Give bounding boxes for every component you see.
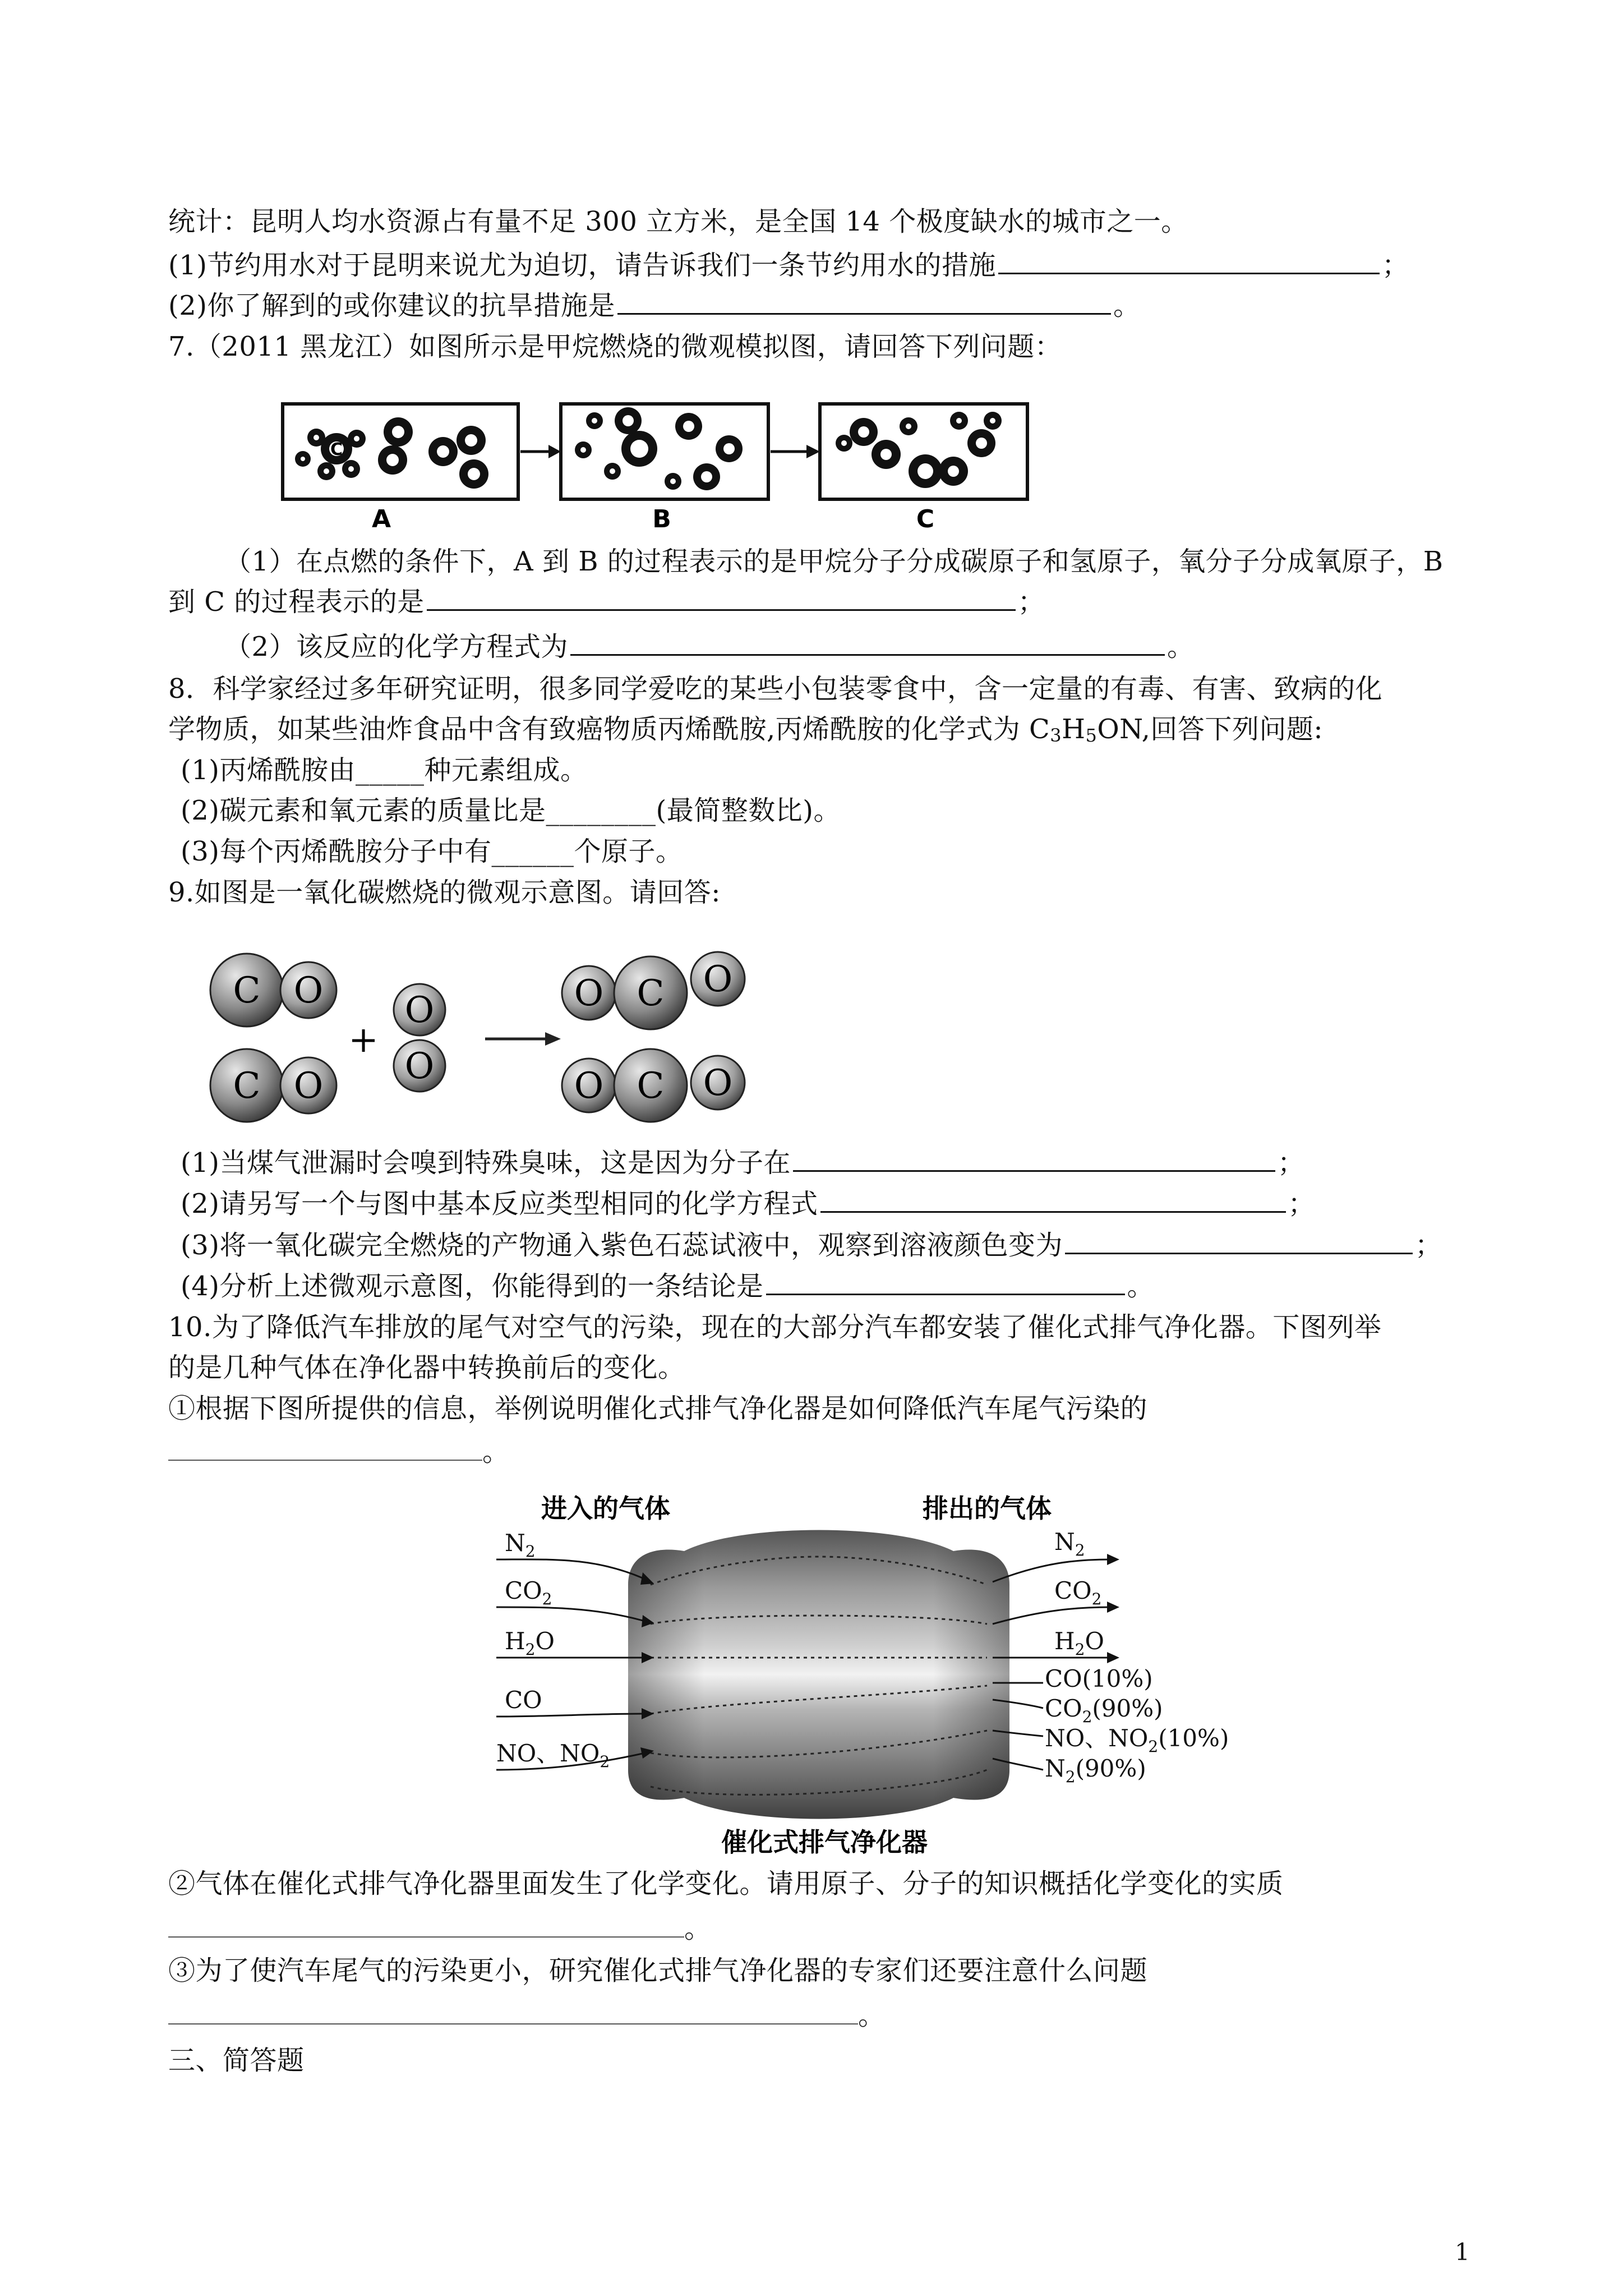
q10-part1: ①根据下图所提供的信息，举例说明催化式排气净化器是如何降低汽车尾气污染的 bbox=[168, 1393, 1148, 1424]
plus-sign: + bbox=[348, 1019, 379, 1061]
q8-title-line2: 学物质，如某些油炸食品中含有致癌物质丙烯酰胺,丙烯酰胺的化学式为 $C_3H_5ON$,回答下列问题: bbox=[168, 714, 1324, 746]
q8-title-line1: 8．科学家经过多年研究证明，很多同学爱吃的某些小包装零食中，含一定量的有毒、有害、致病的化 bbox=[168, 673, 1383, 705]
svg-text:C: C bbox=[330, 440, 343, 459]
q6-part2-answer-blank[interactable] bbox=[617, 288, 1111, 315]
q10-part2-answer-blank[interactable] bbox=[168, 1912, 684, 1938]
svg-text:C: C bbox=[233, 1065, 261, 1107]
q6-part1: (1)节约用水对于昆明来说尤为迫切，请告诉我们一条节约用水的措施 ； bbox=[168, 247, 1409, 284]
svg-text:C: C bbox=[637, 1065, 665, 1107]
svg-text:O: O bbox=[703, 959, 733, 1000]
q9-part3-answer-blank[interactable] bbox=[1065, 1228, 1413, 1254]
q7-part1a: （1）在点燃的条件下，A 到 B 的过程表示的是甲烷分子分成碳原子和氢原子，氧分子分成氧原子，B bbox=[224, 546, 1444, 577]
converter-body bbox=[628, 1530, 1009, 1819]
svg-text:O: O bbox=[404, 1046, 435, 1087]
q7-part1-answer-blank[interactable] bbox=[427, 585, 1016, 611]
q6-part2: (2)你了解到的或你建议的抗旱措施是 。 bbox=[168, 287, 1141, 324]
q9-title: 9.如图是一氧化碳燃烧的微观示意图。请回答: bbox=[168, 877, 721, 908]
q9-part4-answer-blank[interactable] bbox=[766, 1269, 1125, 1295]
exhaust-gas-title: 排出的气体 bbox=[923, 1493, 1052, 1524]
in-h2o: $H_2O$ bbox=[505, 1627, 555, 1659]
methane-combustion-figure bbox=[280, 387, 1066, 533]
q8-part1: (1)丙烯酰胺由_____种元素组成。 bbox=[181, 754, 588, 786]
out-co2: $CO_2$ bbox=[1054, 1577, 1102, 1608]
co2-molecule-2 bbox=[562, 1049, 745, 1122]
q7-part2: （2）该反应的化学方程式为 。 bbox=[224, 628, 1195, 665]
out-n2: $N_2$ bbox=[1054, 1528, 1085, 1559]
svg-text:O: O bbox=[404, 990, 435, 1031]
q8-part2-answer-blank[interactable]: ________ bbox=[546, 795, 656, 826]
out-nox-10: NO、$NO_2(10\%)$ bbox=[1045, 1724, 1229, 1756]
catalytic-converter-figure bbox=[482, 1489, 1229, 1860]
q9-part2: (2)请另写一个与图中基本反应类型相同的化学方程式 ； bbox=[181, 1185, 1315, 1222]
svg-text:O: O bbox=[293, 970, 324, 1011]
o2-molecule bbox=[394, 984, 445, 1092]
label-b: B bbox=[652, 505, 671, 533]
intake-gas-title: 进入的气体 bbox=[541, 1493, 670, 1524]
q6-part1-answer-blank[interactable] bbox=[998, 248, 1380, 274]
q10-part2: ②气体在催化式排气净化器里面发生了化学变化。请用原子、分子的知识概括化学变化的实质 bbox=[168, 1868, 1284, 1899]
q7-title: 7.（2011 黑龙江）如图所示是甲烷燃烧的微观模拟图，请回答下列问题： bbox=[168, 331, 1062, 362]
svg-text:O: O bbox=[574, 1065, 604, 1107]
label-c: C bbox=[916, 505, 935, 533]
section-3-title: 三、简答题 bbox=[168, 2045, 305, 2076]
svg-text:O: O bbox=[293, 1065, 324, 1107]
q8-part3: (3)每个丙烯酰胺分子中有______个原子。 bbox=[181, 836, 683, 867]
q9-part2-answer-blank[interactable] bbox=[820, 1186, 1286, 1213]
co-molecule-1 bbox=[210, 954, 336, 1027]
converter-caption: 催化式排气净化器 bbox=[721, 1827, 928, 1857]
out-co2-90: $CO_2(90\%)$ bbox=[1045, 1695, 1163, 1726]
co2-molecule-1 bbox=[562, 952, 745, 1029]
in-co: CO bbox=[505, 1686, 542, 1714]
q10-title-line2: 的是几种气体在净化器中转换前后的变化。 bbox=[168, 1352, 685, 1383]
q8-part2: (2)碳元素和氧元素的质量比是________(最简整数比)。 bbox=[181, 795, 841, 826]
in-n2: $N_2$ bbox=[505, 1529, 536, 1561]
q10-part3-answer: 。 bbox=[168, 1997, 886, 2034]
intro-text: 统计：昆明人均水资源占有量不足 300 立方米，是全国 14 个极度缺水的城市之一。 bbox=[168, 206, 1188, 237]
q9-part3: (3)将一氧化碳完全燃烧的产物通入紫色石蕊试液中，观察到溶液颜色变为 ； bbox=[181, 1227, 1442, 1264]
co-combustion-figure bbox=[202, 948, 763, 1128]
svg-text:O: O bbox=[703, 1062, 733, 1104]
q10-part3: ③为了使汽车尾气的污染更小，研究催化式排气净化器的专家们还要注意什么问题 bbox=[168, 1955, 1148, 1986]
page-number: 1 bbox=[1455, 2238, 1470, 2266]
q7-part1b: 到 C 的过程表示的是 ； bbox=[168, 583, 1045, 620]
q10-part1-answer: 。 bbox=[168, 1433, 510, 1470]
q10-title-line1: 10.为了降低汽车排放的尾气对空气的污染，现在的大部分汽车都安装了催化式排气净化器。下图列举 bbox=[168, 1312, 1382, 1343]
svg-text:C: C bbox=[233, 970, 261, 1011]
q10-part2-answer: 。 bbox=[168, 1910, 712, 1947]
q8-part1-answer-blank[interactable]: _____ bbox=[356, 754, 425, 786]
in-nox: NO、$NO_2$ bbox=[496, 1740, 610, 1771]
svg-text:O: O bbox=[574, 973, 604, 1014]
svg-text:C: C bbox=[637, 973, 665, 1014]
q10-part1-answer-blank[interactable] bbox=[168, 1435, 482, 1461]
co-molecule-2 bbox=[210, 1049, 336, 1122]
q9-part4: (4)分析上述微观示意图，你能得到的一条结论是 。 bbox=[181, 1268, 1154, 1305]
in-co2: $CO_2$ bbox=[505, 1577, 552, 1608]
out-h2o: $H_2O$ bbox=[1054, 1627, 1104, 1659]
out-co-10: CO(10%) bbox=[1045, 1665, 1153, 1692]
label-a: A bbox=[371, 505, 391, 533]
q10-part3-answer-blank[interactable] bbox=[168, 1999, 858, 2024]
q9-part1-answer-blank[interactable] bbox=[793, 1145, 1275, 1172]
out-n2-90: $N_2(90\%)$ bbox=[1045, 1755, 1146, 1786]
q7-part2-answer-blank[interactable] bbox=[570, 629, 1165, 656]
q9-part1: (1)当煤气泄漏时会嗅到特殊臭味，这是因为分子在 ； bbox=[181, 1144, 1305, 1181]
q8-part3-answer-blank[interactable]: ______ bbox=[491, 836, 574, 867]
